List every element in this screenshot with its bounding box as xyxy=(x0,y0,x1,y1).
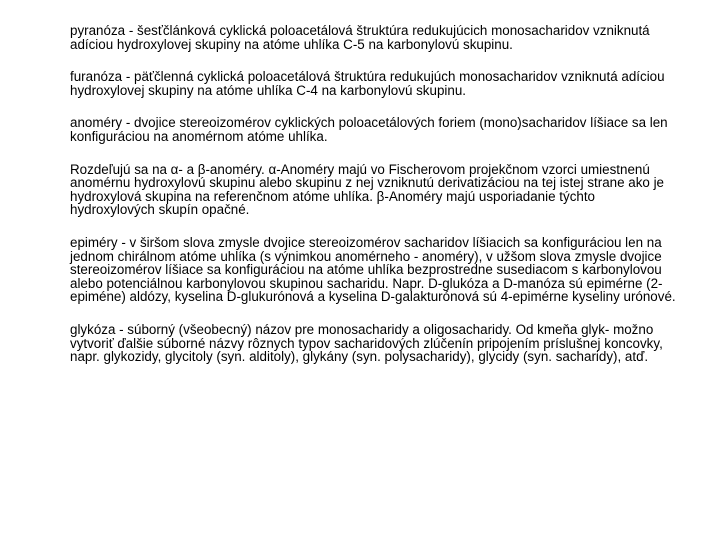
entry-pyranoza xyxy=(70,24,676,51)
entry-anomery-detail xyxy=(70,163,676,217)
term-anomery: anoméry xyxy=(70,115,123,131)
entry-glykoza xyxy=(70,323,676,364)
definition-anomery: - dvojice stereoizomérov cyklických poloacetálových foriem (mono)sacharidov líšiace sa len konfiguráciou na anomérnom atóme uhlíka. xyxy=(70,115,668,144)
entry-furanoza xyxy=(70,70,676,97)
term-pyranoza: pyranóza xyxy=(70,23,126,38)
entry-epimery xyxy=(70,236,676,304)
definition-pyranoza: - šesťčlánková cyklická poloacetálová štruktúra redukujúcich monosacharidov vzniknutá adíciou hydroxylovej skupiny na atóme uhlíka C-5 na karbonylovú skupinu. xyxy=(70,23,650,52)
definition-epimery: - v širšom slova zmysle dvojice stereoizomérov sacharidov líšiacich sa konfiguráciou len na jednom chirálnom atóme uhlíka (s výnimkou anomérneho - anoméry), v užšom slova zmysle dvojice stereoizomérov líšiace sa konfiguráciou na atóme uhlíka bezprostredne susediacom s karbonylovou alebo potenciálnou karbonylovou skupinou sacharidu. Napr. D-glukóza a D-manóza sú epimérne (2-epiméne) aldózy, kyselina D-glukurónová a kyselina D-galakturónová sú 4-epimérne kyseliny urónové. xyxy=(70,234,676,305)
anomery-detail-text: Rozdeľujú sa na α- a β-anoméry. α-Anoméry majú vo Fischerovom projekčnom vzorci umiestnenú anomérnu hydroxylovú skupinu alebo skupinu z nej vzniknutú derivatizáciou na tej istej strane ako je hydroxylová skupina na referenčnom atóme uhlíka. β-Anoméry majú usporiadanie týchto hydroxylových skupín opačné. xyxy=(70,161,664,218)
entry-anomery xyxy=(70,116,676,143)
definition-furanoza: - päťčlenná cyklická poloacetálová štruktúra redukujúch monosacharidov vzniknutá adíciou hydroxylovej skupiny na atóme uhlíka C-4 na karbonylovú skupinu. xyxy=(70,69,665,98)
glossary-text xyxy=(70,24,676,383)
term-epimery: epiméry xyxy=(70,234,118,250)
term-furanoza: furanóza xyxy=(70,69,123,85)
definition-glykoza: - súborný (všeobecný) názov pre monosacharidy a oligosacharidy. Od kmeňa glyk- možno vytvoriť ďalšie súborné názvy rôznych typov sacharidových zlúčenín pripojením príslušnej koncovky, napr. glykozidy, glycitoly (syn. alditoly), glykány (syn. polysacharidy), glycidy (syn. sacharidy), atď. xyxy=(70,321,663,365)
term-glykoza: glykóza xyxy=(70,321,116,337)
